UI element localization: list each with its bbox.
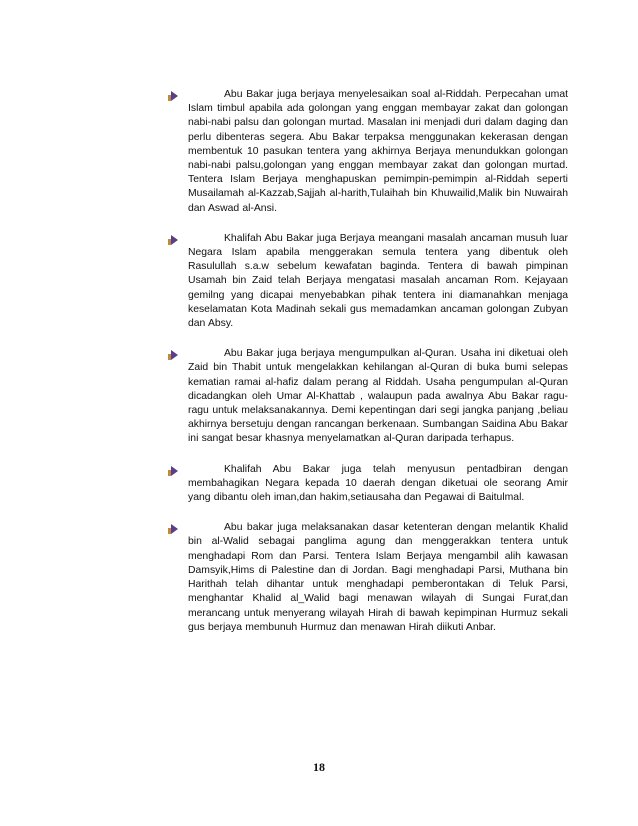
bullet-list: [168, 88, 568, 651]
list-item: [168, 463, 568, 506]
paragraph-military-policy: Abu bakar juga melaksanakan dasar ketenteran dengan melantik Khalid bin al-Walid sebagai panglima agung dan menggerakkan tentera untuk menghadapi Rom dan Parsi. Tentera Islam Berjaya mengambil alih kawasan Damsyik,Hims di Palestine dan di Jordan. Bagi menghadapi Parsi, Muthana bin Harithah telah dihantar untuk menghadapi pemberontakan di Teluk Parsi, menghantar Khalid al_Walid bagi menawan wilayah di Sungai Furat,dan merancang untuk menyerang wilayah Hirah di bawah kepimpinan Hurmuz sekali gus berjaya membunuh Hurmuz dan menawan Hirah diikuti Anbar.: [188, 522, 568, 633]
list-item: [168, 521, 568, 635]
arrow-bullet-icon: [168, 350, 178, 360]
list-item: [168, 347, 568, 446]
paragraph-riddah: Abu Bakar juga berjaya menyelesaikan soal al-Riddah. Perpecahan umat Islam timbul apabila ada golongan yang enggan membayar zakat dan golongan nabi-nabi palsu dan golongan murtad. Masalan ini menjadi duri dalam daging dan perlu dibenteras segera. Abu Bakar terpaksa menggunakan kekerasan dengan membentuk 10 pasukan tentera yang akhirnya Berjaya menundukkan golongan nabi-nabi palsu,golongan yang enggan membayar zakat dan golongan murtad. Tentera Islam Berjaya menghapuskan pemimpin-pemimpin al-Riddah seperti Musailamah al-Kazzab,Sajjah al-harith,Tulaihah bin Khuwailid,Malik bin Nuwairah dan Aswad al-Ansi.: [188, 89, 568, 214]
arrow-bullet-icon: [168, 524, 178, 534]
arrow-bullet-icon: [168, 466, 178, 476]
list-item: [168, 88, 568, 216]
page-number: 18: [313, 760, 325, 774]
paragraph-quran-compilation: Abu Bakar juga berjaya mengumpulkan al-Quran. Usaha ini diketuai oleh Zaid bin Thabit untuk mengelakkan kehilangan al-Quran di buka bumi selepas kematian ramai al-hafiz dalam perang al Riddah. Usaha pengumpulan al-Quran dicadangkan oleh Umar Al-Khattab , walaupun pada awalnya Abu Bakar ragu-ragu untuk melaksanakannya. Demi kepentingan dari segi jangka panjang ,beliau akhirnya bersetuju dengan rancangan berkenaan. Sumbangan Saidina Abu Bakar ini sangat besar khasnya menyelamatkan al-Quran daripada terhapus.: [188, 348, 568, 445]
paragraph-foreign-threat: Khalifah Abu Bakar juga Berjaya meangani masalah ancaman musuh luar Negara Islam apabila menggerakan semula tentera yang dibentuk oleh Rasulullah s.a.w sebelum kewafatan baginda. Tentera di bawah pimpinan Usamah bin Zaid telah Berjaya mengatasi masalah ancaman Rom. Kejayaan gemilng yang dicapai menyebabkan pihak tentera ini diamanahkan menjaga keselamatan Kota Madinah sekali gus memadamkan ancaman golongan Zubyan dan Absy.: [188, 232, 568, 330]
paragraph-administration: Khalifah Abu Bakar juga telah menyusun pentadbiran dengan membahagikan Negara kepada 10 daerah dengan diketuai ole seorang Amir yang dibantu oleh iman,dan hakim,setiausaha dan Pegawai di Baitulmal.: [188, 463, 568, 504]
arrow-bullet-icon: [168, 91, 178, 101]
list-item: [168, 232, 568, 331]
arrow-bullet-icon: [168, 235, 178, 245]
